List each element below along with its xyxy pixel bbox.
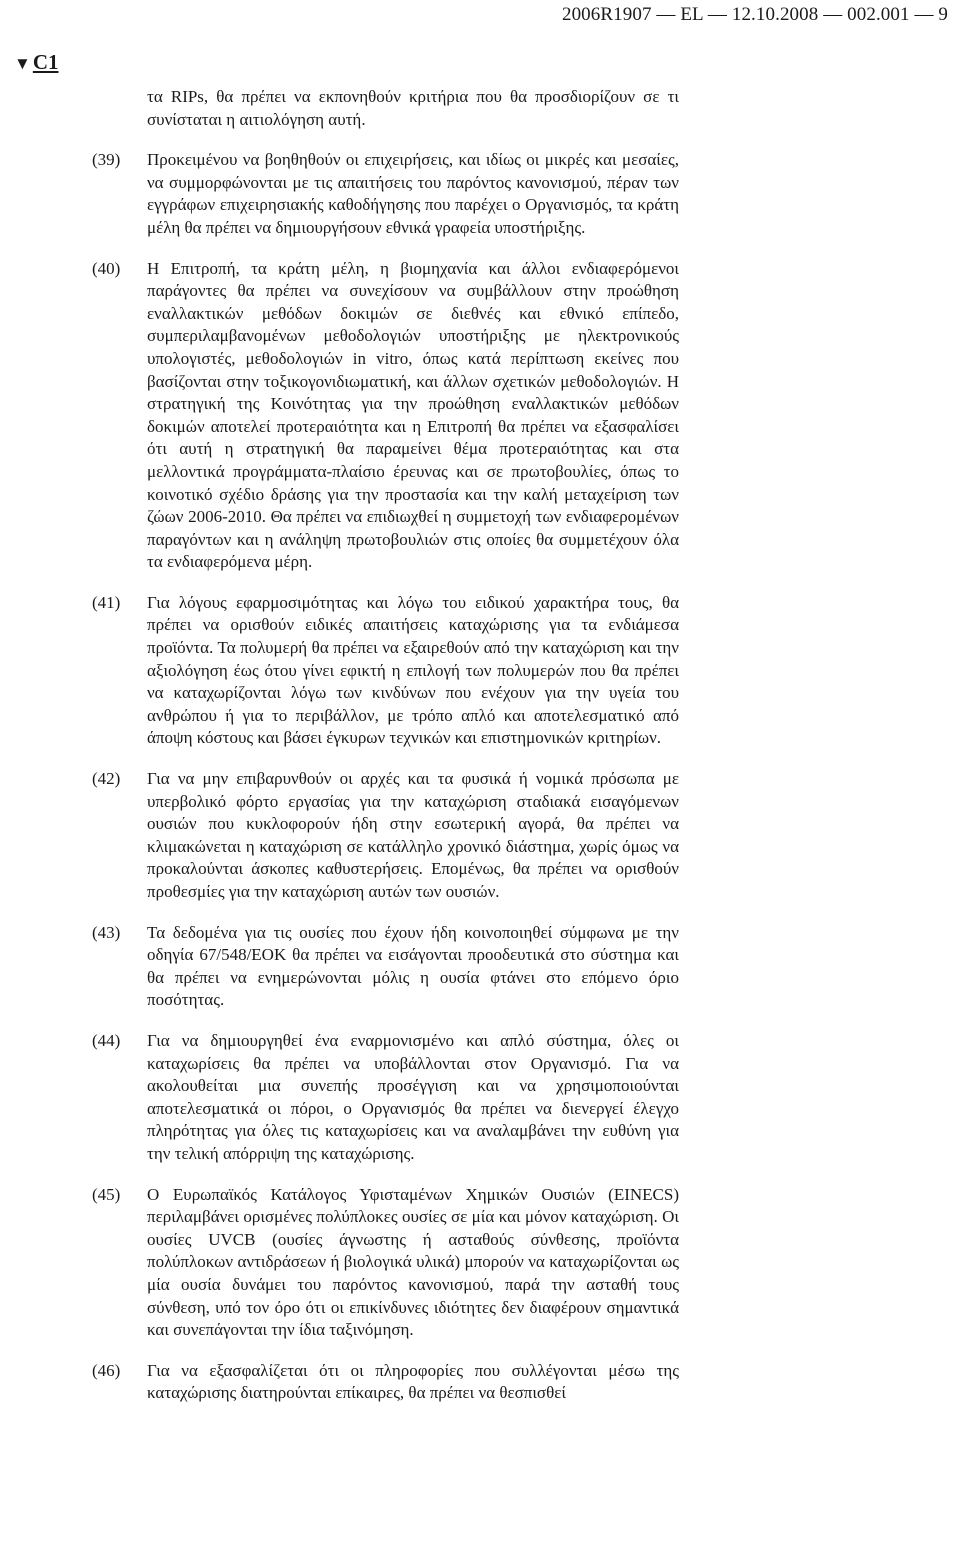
recital-42 [0, 768, 960, 904]
recital-44 [0, 1030, 960, 1166]
document-body [0, 86, 960, 1423]
paragraph-number: (46) [92, 1360, 121, 1380]
paragraph-number: (43) [92, 922, 121, 942]
recital-41 [0, 592, 960, 750]
paragraph-text: Η Επιτροπή, τα κράτη μέλη, η βιομηχανία και άλλοι ενδιαφερόμενοι παράγοντες θα πρέπει να συνεχίσουν να συμβάλλουν στην προώθηση εναλλακτικών μεθόδων δοκιμών σε διεθνές και εθνικό επίπεδο, συμπεριλαμβανομένων μεθοδολογιών υποστήριξης με ηλεκτρονικούς υπολογιστές, μεθοδολογιών in vitro, όπως κατά περίπτωση εκείνες που βασίζονται στην τοξικογονιδιωματική, και άλλων σχετικών μεθοδολογιών. Η στρατηγική της Κοινότητας για την προώθηση εναλλακτικών μεθόδων δοκιμών αποτελεί προτεραιότητα και η Επιτροπή θα πρέπει να εξασφαλίσει ότι αυτή η στρατηγική θα παραμείνει θέμα προτεραιότητας και στα μελλοντικά προγράμματα-πλαίσιο έρευνας και σε πρωτοβουλίες, όπως το κοινοτικό σχέδιο δράσης για την προστασία και την καλή μεταχείριση των ζώων 2006-2010. Θα πρέπει να επιδιωχθεί η συμμετοχή των ενδιαφερομένων παραγόντων και η ανάληψη πρωτοβουλιών στις οποίες θα συμμετέχουν όλα τα ενδιαφερόμενα μέρη. [147, 258, 679, 572]
paragraph-text: Για να μην επιβαρυνθούν οι αρχές και τα φυσικά ή νομικά πρόσωπα με υπερβολικό φόρτο εργασίας για την καταχώριση σταδιακά εισαγόμενων ουσιών που κυκλοφορούν ήδη στην εσωτερική αγορά, θα πρέπει να κλιμακώνεται η καταχώριση σε κατάλληλο χρονικό διάστημα, χωρίς όμως να προκαλούνται άσκοπες καθυστερήσεις. Επομένως, θα πρέπει να ορισθούν προθεσμίες για την καταχώριση αυτών των ουσιών. [147, 769, 679, 901]
paragraph-number: (41) [92, 592, 121, 612]
recital-39 [0, 149, 960, 239]
recital-46 [0, 1360, 960, 1405]
paragraph-number: (42) [92, 769, 121, 789]
amendment-marker [14, 50, 59, 75]
recital-43 [0, 922, 960, 1012]
paragraph-number: (45) [92, 1184, 121, 1204]
recital-45 [0, 1184, 960, 1342]
paragraph-number: (40) [92, 258, 121, 278]
amendment-code: C1 [32, 50, 59, 74]
paragraph-continuation [0, 86, 960, 131]
paragraph-text: τα RIPs, θα πρέπει να εκπονηθούν κριτήρια που θα προσδιορίζουν σε τι συνίσταται η αιτιολόγηση αυτή. [147, 87, 679, 129]
paragraph-text: Προκειμένου να βοηθηθούν οι επιχειρήσεις, και ιδίως οι μικρές και μεσαίες, να συμμορφώνονται με τις απαιτήσεις του παρόντος κανονισμού, πέραν των εγγράφων επιχειρησιακής καθοδήγησης που παρέχει ο Οργανισμός, τα κράτη μέλη θα πρέπει να δημιουργήσουν εθνικά γραφεία υποστήριξης. [147, 150, 679, 237]
paragraph-text: Ο Ευρωπαϊκός Κατάλογος Υφισταμένων Χημικών Ουσιών (EINECS) περιλαμβάνει ορισμένες πολύπλοκες ουσίες σε μία και μόνον καταχώριση. Οι ουσίες UVCB (ουσίες άγνωστης ή ασταθούς σύνθεσης, προϊόντα πολύπλοκων αντιδράσεων ή βιολογικά υλικά) μπορούν να καταχωρίζονται ως μία ουσία δυνάμει του παρόντος κανονισμού, παρά την ασταθή τους σύνθεση, υπό τον όρο ότι οι επικίνδυνες ιδιότητες δεν διαφέρουν σημαντικά και συνεπάγονται την ίδια ταξινόμηση. [147, 1184, 679, 1340]
paragraph-number: (39) [92, 150, 121, 170]
triangle-down-icon: ▼ [14, 54, 31, 73]
document-reference-header: 2006R1907 — EL — 12.10.2008 — 002.001 — 9 [561, 4, 948, 25]
paragraph-text: Για να εξασφαλίζεται ότι οι πληροφορίες που συλλέγονται μέσω της καταχώρισης διατηρούνται επίκαιρες, θα πρέπει να θεσπισθεί [147, 1360, 679, 1403]
recital-40 [0, 258, 960, 574]
paragraph-text: Για να δημιουργηθεί ένα εναρμονισμένο και απλό σύστημα, όλες οι καταχωρίσεις θα πρέπει να υποβάλλονται στον Οργανισμό. Για να ακολουθείται μια συνεπής προσέγγιση και να χρησιμοποιούνται αποτελεσματικά οι πόροι, ο Οργανισμός θα πρέπει να διενεργεί έλεγχο πληρότητας για όλες τις καταχωρίσεις και να αναλαμβάνει την ευθύνη για την τελική απόρριψη της καταχώρισης. [147, 1030, 679, 1163]
paragraph-text: Τα δεδομένα για τις ουσίες που έχουν ήδη κοινοποιηθεί σύμφωνα με την οδηγία 67/548/ΕΟΚ θα πρέπει να εισάγονται προοδευτικά στο σύστημα και θα πρέπει να ενημερώνονται μόλις η ουσία φτάνει στο επόμενο όριο ποσότητας. [147, 922, 679, 1010]
paragraph-text: Για λόγους εφαρμοσιμότητας και λόγω του ειδικού χαρακτήρα τους, θα πρέπει να ορισθούν ειδικές απαιτήσεις καταχώρισης για τα ενδιάμεσα προϊόντα. Τα πολυμερή θα πρέπει να εξαιρεθούν από την καταχώριση και την αξιολόγηση έως ότου γίνει εφικτή η επιλογή των πολυμερών που θα πρέπει να καταχωρίζονται λόγω των κινδύνων που ενέχουν για την υγεία του ανθρώπου ή για το περιβάλλον, με τρόπο απλό και αποτελεσματικό από άποψη κόστους και βάσει έγκυρων τεχνικών και επιστημονικών κριτηρίων. [147, 592, 679, 748]
paragraph-number: (44) [92, 1030, 121, 1050]
